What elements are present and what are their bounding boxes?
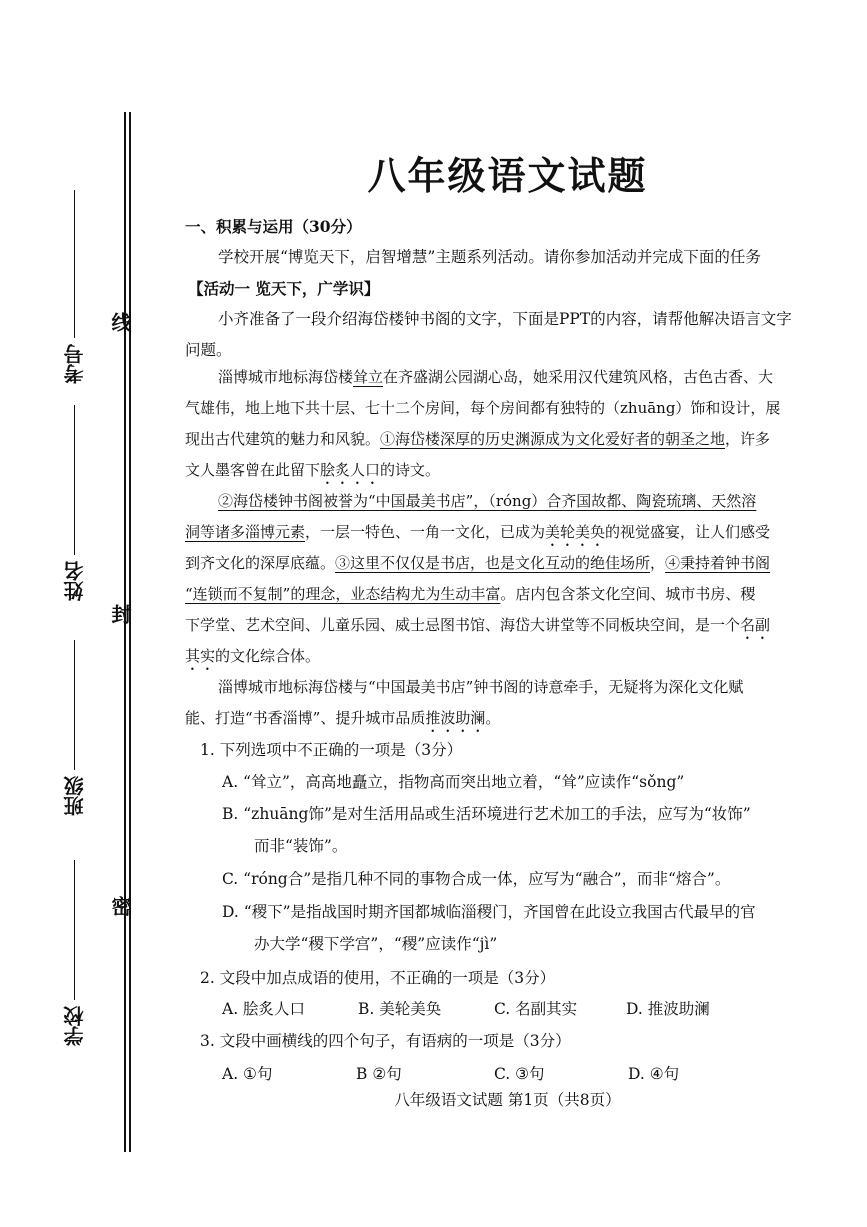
question-3-option-c[interactable]: C. ③句	[494, 1065, 545, 1083]
exam-number-blank[interactable]	[74, 190, 75, 338]
passage-line	[185, 610, 770, 643]
question-2-option-c[interactable]: C. 名副其实	[494, 1000, 578, 1018]
idiom-2: 美轮美奂	[545, 523, 606, 541]
school-label: 学校	[63, 1006, 87, 1046]
task-line-1: 小齐准备了一段介绍海岱楼钟书阁的文字，下面是PPT的内容，请帮他解决语言文字	[218, 310, 792, 328]
class-blank[interactable]	[74, 640, 75, 770]
page-footer: 八年级语文试题 第1页（共8页）	[394, 1091, 621, 1109]
passage-line	[185, 703, 500, 736]
page-title: 八年级语文试题	[367, 154, 648, 198]
passage-text: 的文化综合体。	[215, 647, 321, 665]
question-3-option-b[interactable]: B ②句	[356, 1065, 402, 1083]
passage-line: 气雄伟，地上地下共十层、七十二个房间，每个房间都有独特的（zhuāng）饰和设计，展	[185, 399, 781, 417]
passage-line	[185, 548, 770, 580]
exam-number-field[interactable]	[60, 190, 89, 384]
idiom-4: 推波助澜	[425, 709, 486, 727]
idiom-1: 脍炙人口	[320, 461, 381, 479]
section-intro: 学校开展“博览天下，启智增慧”主题系列活动。请你参加活动并完成下面的任务	[218, 248, 761, 266]
school-field[interactable]	[60, 860, 89, 1046]
sentence-3: ③这里不仅仅是书店，也是文化互动的绝佳场所	[335, 554, 651, 572]
word-songli: 耸立	[353, 368, 384, 386]
passage-text: 。	[485, 709, 501, 727]
question-2-options	[222, 994, 756, 1025]
passage-text: 文人墨客曾在此留下	[185, 461, 321, 479]
seal-feng-label: 封	[108, 604, 132, 624]
question-3-options	[222, 1059, 758, 1090]
class-field[interactable]	[60, 640, 89, 816]
passage-line	[185, 579, 755, 611]
passage-line: 淄博城市地标海岱楼与“中国最美书店”钟书阁的诗意牵手，无疑将为深化文化赋	[218, 678, 744, 696]
question-1-option-a[interactable]: A. “耸立”，高高地矗立，指物高而突出地立着，“耸”应读作“sǒng”	[222, 773, 685, 791]
school-blank[interactable]	[74, 860, 75, 1000]
margin-rule-right	[129, 112, 131, 1152]
sentence-2-cont: 洞等诸多淄博元素	[185, 523, 306, 541]
sentence-2: ②海岱楼钟书阁被誉为“中国最美书店”，（róng）合齐国故都、陶瓷琉璃、天然溶	[218, 492, 757, 510]
passage-text: ，一层一特色、一角一文化，已成为	[305, 523, 546, 541]
question-1-option-d[interactable]: D. “稷下”是指战国时期齐国都城临淄稷门，齐国曾在此设立我国古代最早的官	[222, 903, 756, 921]
passage-text: 下学堂、艺术空间、儿童乐园、威士忌图书馆、海岱大讲堂等不同板块空间，是一个	[185, 616, 741, 634]
passage-text: 的诗文。	[380, 461, 441, 479]
sentence-1: ①海岱楼深厚的历史渊源成为文化爱好者的朝圣之地	[380, 430, 726, 448]
name-field[interactable]	[60, 405, 89, 601]
question-3-stem: 3. 文段中画横线的四个句子，有语病的一项是（3分）	[200, 1032, 571, 1050]
question-2-option-d[interactable]: D. 推波助澜	[626, 1000, 710, 1018]
class-label: 班级	[63, 776, 87, 816]
margin-rule-left	[124, 112, 126, 1152]
passage-line	[185, 455, 440, 488]
task-line-2: 问题。	[185, 341, 232, 359]
sentence-4-cont: “连锁而不复制”的理念，业态结构尤为生动丰富	[185, 585, 501, 603]
name-blank[interactable]	[74, 405, 75, 555]
passage-line	[218, 486, 756, 518]
activity-heading: 【活动一 览天下，广学识】	[188, 279, 380, 298]
seal-line-label: 线	[108, 312, 132, 332]
passage-text: 。店内包含茶文化空间、城市书房、稷	[500, 585, 756, 603]
passage-text: 现出古代建筑的魅力和风貌。	[185, 430, 381, 448]
section-heading: 一、积累与运用（30分）	[185, 217, 362, 236]
passage-text: 淄博城市地标海岱楼	[218, 368, 354, 386]
name-label: 姓名	[63, 561, 87, 601]
question-2-option-b[interactable]: B. 美轮美奂	[358, 1000, 442, 1018]
question-1-option-c[interactable]: C. “róng合”是指几种不同的事物合成一体，应写为“融合”，而非“熔合”。	[222, 870, 731, 888]
passage-line	[218, 362, 773, 394]
passage-line	[185, 424, 770, 456]
passage-text: ，许多	[725, 430, 771, 448]
seal-mi-label: 密	[108, 896, 132, 916]
idiom-3: 名副	[740, 616, 771, 634]
passage-text: 到齐文化的深厚底蕴。	[185, 554, 336, 572]
exam-number-label: 考号	[63, 344, 87, 384]
passage-text: ，	[650, 554, 666, 572]
passage-line	[185, 641, 320, 674]
passage-text: 的视觉盛宴，让人们感受	[605, 523, 771, 541]
passage-line	[185, 517, 770, 550]
passage-text: 在齐盛湖公园湖心岛，她采用汉代建筑风格，古色古香、大	[383, 368, 774, 386]
question-2-stem: 2. 文段中加点成语的使用，不正确的一项是（3分）	[200, 969, 556, 987]
question-1-option-b[interactable]: B. “zhuāng饰”是对生活用品或生活环境进行艺术加工的手法，应写为“妆饰”	[222, 805, 751, 823]
sentence-4: ④秉持着钟书阁	[665, 554, 771, 572]
question-3-option-a[interactable]: A. ①句	[222, 1065, 273, 1083]
question-1-option-b-cont: 而非“装饰”。	[254, 837, 348, 855]
question-1-stem: 1. 下列选项中不正确的一项是（3分）	[200, 741, 463, 759]
question-3-option-d[interactable]: D. ④句	[628, 1065, 680, 1083]
idiom-3-cont: 其实	[185, 647, 216, 665]
passage-text: 能、打造“书香淄博”、提升城市品质	[185, 709, 426, 727]
question-2-option-a[interactable]: A. 脍炙人口	[222, 1000, 306, 1018]
question-1-option-d-cont: 办大学“稷下学宫”，“稷”应读作“jì”	[254, 935, 498, 953]
